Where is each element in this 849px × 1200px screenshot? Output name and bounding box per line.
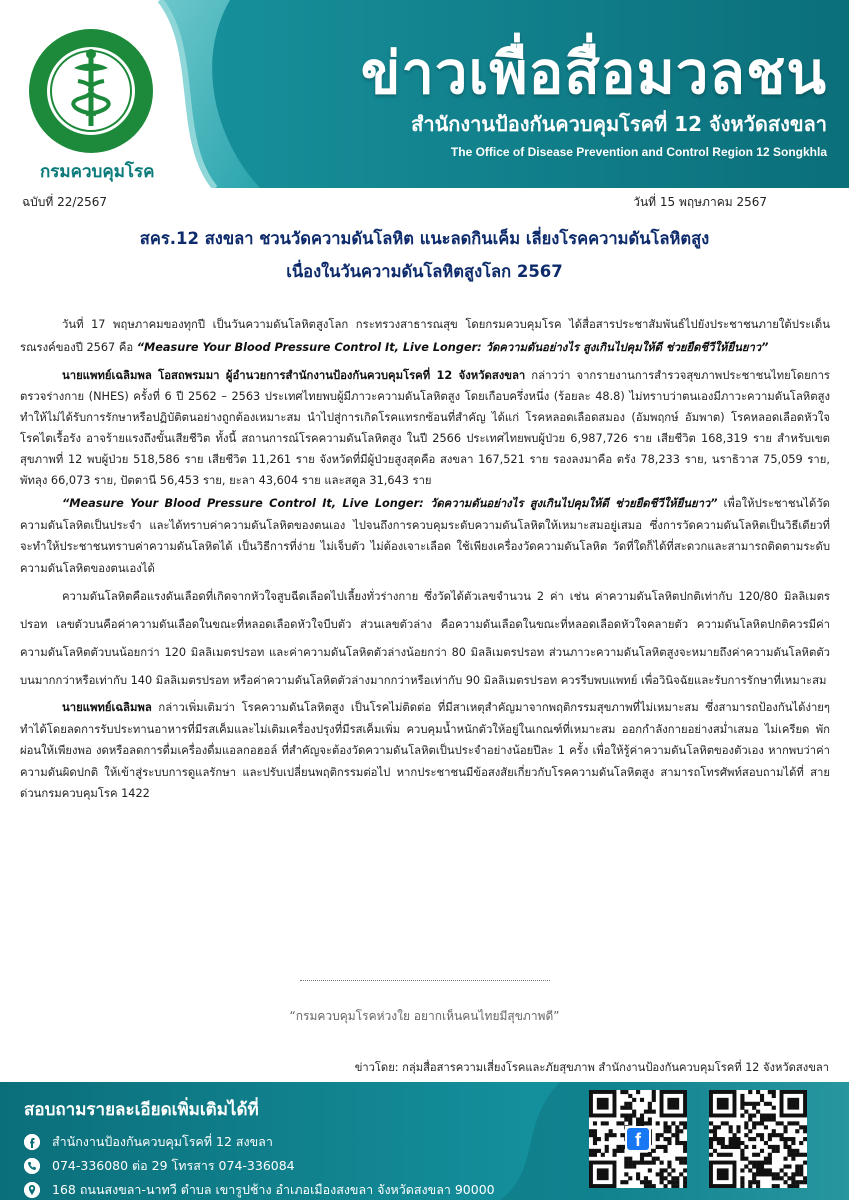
director-name: นายแพทย์เฉลิมพล โอสถพรมมา ผู้อำนวยการสำนักงานป้องกันควบคุมโรคที่ 12 จังหวัดสงขลา (62, 369, 526, 383)
campaign-slogan-quote-2: “Measure Your Blood Pressure Control It, Live Longer: วัดความดันอย่างไร สูงเกินไปคุมให้ดี ช่วยยืดชีวีให้ยืนยาว” (62, 497, 718, 511)
paragraph-4: ความดันโลหิตคือแรงดันเลือดที่เกิดจากหัวใจสูบฉีดเลือดไปเลี้ยงทั่วร่างกาย ซึ่งวัดได้ตัวเลขจำนวน 2 ค่า เช่น ค่าความดันโลหิตปกติเท่ากับ 120/80 มิลลิเมตรปรอท เลขตัวบนคือค่าความดันเลือดในขณะที่หลอดเลือดหัวใจบีบตัว ส่วนเลขตัวล่าง คือความดันเลือดในขณะที่หลอดเลือดหัวใจคลายตัว ความดันโลหิตปกติควรมีค่าความดันโลหิตตัวบนน้อยกว่า 120 มิลลิเมตรปรอท และค่าความดันโลหิตตัวล่างน้อยกว่า 80 มิลลิเมตรปรอท ส่วนภาวะความดันโลหิตสูงจะหมายถึงค่าความดันโลหิตตัวบนมากกว่าหรือเท่ากับ 140 มิลลิเมตรปรอท หรือค่าความดันโลหิตตัวล่างมากกว่าหรือเท่ากับ 90 มิลลิเมตรปรอท ควรรีบพบแพทย์ เพื่อวินิจฉัยและรับการรักษาที่เหมาะสม (20, 590, 830, 688)
director-name-short: นายแพทย์เฉลิมพล (62, 701, 152, 715)
footer-facebook-row (24, 1132, 273, 1152)
campaign-slogan-quote: “Measure Your Blood Pressure Control It, Live Longer: วัดความดันอย่างไร สูงเกินไปคุมให้ดี ช่วยยืดชีวีให้ยืนยาว” (136, 340, 769, 354)
footer-title: สอบถามรายละเอียดเพิ่มเติมได้ที่ (24, 1100, 259, 1120)
footer-phone-row (24, 1156, 295, 1176)
press-release-header (0, 0, 849, 188)
banner-title: ข่าวเพื่อสื่อมวลชน (360, 39, 827, 107)
paragraph-5-text: กล่าวเพิ่มเติมว่า โรคความดันโลหิตสูง เป็นโรคไม่ติดต่อ ที่มีสาเหตุสำคัญมาจากพฤติกรรมสุขภาพที่ไม่เหมาะสม ซึ่งสามารถป้องกันได้ง่ายๆ ทำได้โดยลดการรับประทานอาหารที่มีรสเค็มและไม่เติมเครื่องปรุงที่มีรสเค็มเพิ่ม ควบคุมน้ำหนักตัวให้อยู่ในเกณฑ์ที่เหมาะสม ออกกำลังกายอย่างสม่ำเสมอ ไม่เครียด พักผ่อนให้เพียงพอ งดหรือลดการดื่มเครื่องดื่มแอลกอฮอล์ ที่สำคัญจะต้องวัดความดันโลหิตเป็นประจำอย่างน้อยปีละ 1 ครั้ง เพื่อให้รู้ค่าความดันโลหิตของตัวเอง หากพบว่าค่าความดันผิดปกติ ให้เข้าสู่ระบบการดูแลรักษา และปรับเปลี่ยนพฤติกรรมต่อไป หากประชาชนมีข้อสงสัยเกี่ยวกับโรคความดันโลหิตสูง สามารถโทรศัพท์สอบถามได้ที่ สายด่วนกรมควบคุมโรค 1422 (20, 701, 830, 801)
closing-slogan: “กรมควบคุมโรคห่วงใย อยากเห็นคนไทยมีสุขภาพดี” (289, 1009, 560, 1023)
paragraph-3-text: เพื่อให้ประชาชนได้วัดความดันโลหิตเป็นประจำ และได้ทราบค่าความดันโลหิตของตนเอง ไปจนถึงการควบคุมระดับความดันโลหิตให้เหมาะสมอยู่เสมอ ซึ่งการวัดความดันโลหิตเป็นวิธีเดียวที่จะทำให้ประชาชนทราบค่าความดันโลหิตได้ เป็นวิธีการที่ง่าย ไม่เจ็บตัว ไม่ต้องเจาะเลือด ใช้เพียงเครื่องวัดความดันโลหิต วัดที่ใดก็ได้ที่สะดวกและสามารถติดตามระดับความดันโลหิตของตนเองได้ (20, 497, 830, 575)
facebook-qr-code[interactable] (589, 1090, 687, 1188)
department-name: กรมควบคุมโรค (40, 162, 155, 182)
headline-line-1: สคร.12 สงขลา ชวนวัดความดันโลหิต แนะลดกินเค็ม เลี่ยงโรคความดันโลหิตสูง (139, 229, 710, 248)
footer-phone-text: 074-336080 ต่อ 29 โทรสาร 074-336084 (52, 1158, 295, 1173)
office-name-thai: สำนักงานป้องกันควบคุมโรคที่ 12 จังหวัดสงขลา (411, 112, 827, 136)
facebook-icon (24, 1134, 40, 1150)
paragraph-1-text: วันที่ 17 พฤษภาคมของทุกปี เป็นวันความดันโลหิตสูงโลก กระทรวงสาธารณสุข โดยกรมควบคุมโรค ได้สื่อสารประชาสัมพันธ์ไปยังประชาชนภายใต้ประเด็นรณรงค์ของปี 2567 คือ (20, 318, 830, 354)
paragraph-2-text: กล่าวว่า จากรายงานการสำรวจสุขภาพประชาชนไทยโดยการตรวจร่างกาย (NHES) ครั้งที่ 6 ปี 2562 – 2563 ประเทศไทยพบผู้มีภาวะความดันโลหิตสูง โดยเกือบครึ่งหนึ่ง (ร้อยละ 48.8) ไม่ทราบว่าตนเองมีภาวะความดันโลหิตสูง ทำให้ไม่ได้รับการรักษาหรือปฏิบัติตนอย่างถูกต้องเหมาะสม นำไปสู่การเกิดโรคแทรกซ้อนที่สำคัญ ได้แก่ โรคหลอดเลือดสมอง (อัมพฤกษ์ อัมพาต) โรคหลอดเลือดหัวใจ โรคไตเรื้อรัง อาจร้ายแรงถึงขั้นเสียชีวิต ทั้งนี้ สถานการณ์โรคความดันโลหิตสูง ในปี 2566 ประเทศไทยพบผู้ป่วย 6,987,726 ราย เสียชีวิต 168,319 ราย สำหรับเขตสุขภาพที่ 12 พบผู้ป่วย 518,586 ราย เสียชีวิต 11,261 ราย จังหวัดที่มีผู้ป่วยสูงสุดคือ สงขลา 167,521 ราย รองลงมาคือ ตรัง 78,233 ราย, นราธิวาส 75,059 ราย, พัทลุง 66,073 ราย, ปัตตานี 56,453 ราย, ยะลา 43,604 ราย และสตูล 31,643 ราย (20, 369, 830, 488)
svg-text:f: f (635, 1130, 641, 1150)
contact-footer (0, 1082, 849, 1200)
paragraph-5 (20, 697, 830, 805)
headline-line-2: เนื่องในวันความดันโลหิตสูงโลก 2567 (286, 262, 563, 281)
office-name-english: The Office of Disease Prevention and Control Region 12 Songkhla (450, 145, 827, 159)
headline (30, 222, 819, 288)
paragraph-2 (20, 365, 830, 491)
article-body (20, 314, 830, 805)
location-pin-icon (24, 1182, 40, 1198)
ministry-logo (26, 26, 156, 156)
paragraph-1 (20, 314, 830, 359)
issue-number: ฉบับที่ 22/2567 (22, 195, 107, 209)
footer-address-row (24, 1180, 495, 1200)
footer-address-text: 168 ถนนสงขลา-นาทวี ตำบล เขารูปช้าง อำเภอเมืองสงขลา จังหวัดสงขลา 90000 (52, 1182, 495, 1197)
separator-line (300, 980, 550, 981)
release-date: วันที่ 15 พฤษภาคม 2567 (633, 195, 767, 209)
website-qr-code[interactable] (709, 1090, 807, 1188)
footer-facebook-text: สำนักงานป้องกันควบคุมโรคที่ 12 สงขลา (52, 1134, 273, 1149)
phone-icon (24, 1158, 40, 1174)
paragraph-3 (20, 493, 830, 579)
news-credit: ข่าวโดย: กลุ่มสื่อสารความเสี่ยงโรคและภัยสุขภาพ สำนักงานป้องกันควบคุมโรคที่ 12 จังหวัดสงขลา (354, 1061, 829, 1074)
